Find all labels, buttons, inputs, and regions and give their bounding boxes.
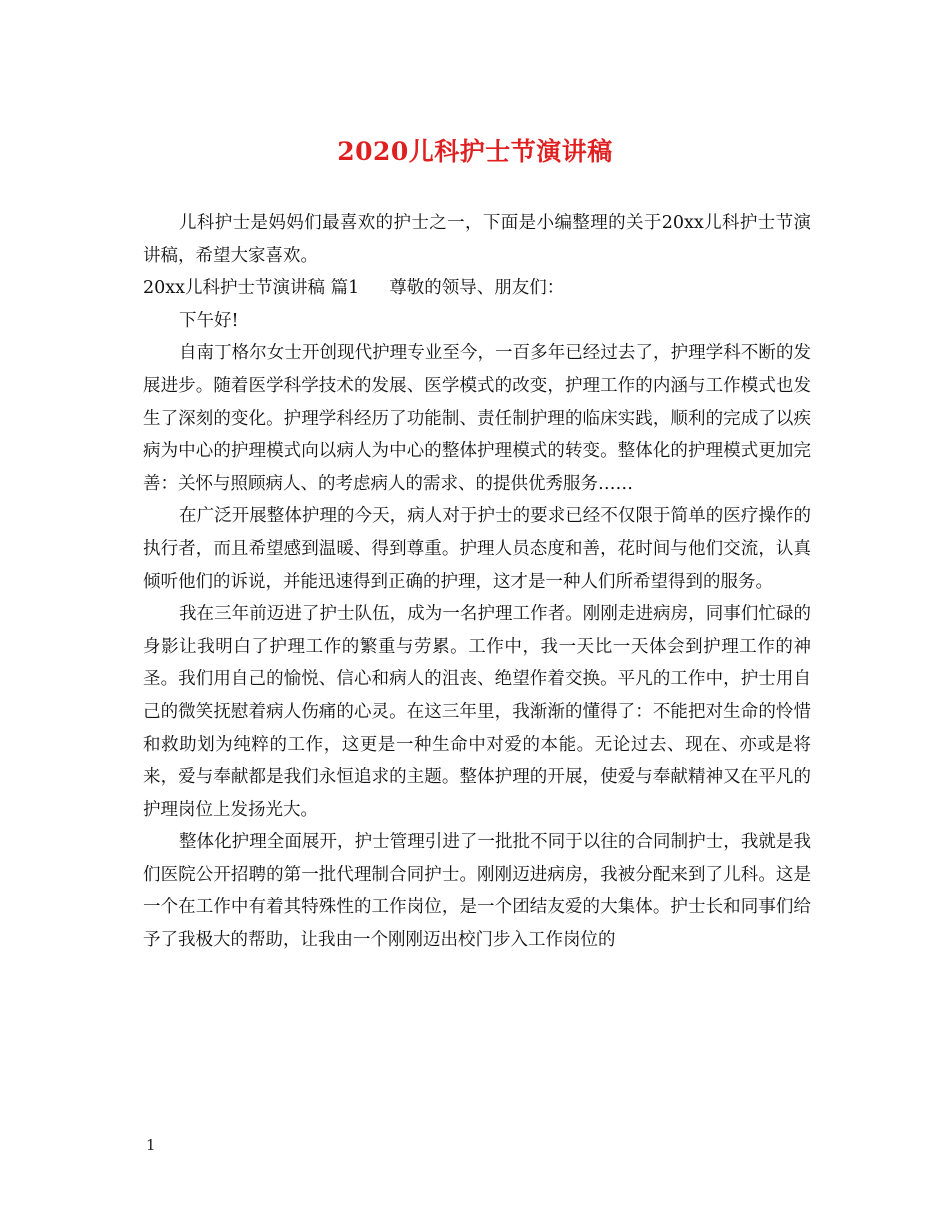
page-number: 1 bbox=[146, 1136, 156, 1154]
document-title: 2020儿科护士节演讲稿 bbox=[337, 137, 613, 166]
document-body bbox=[143, 207, 811, 957]
subheading-title: 20xx儿科护士节演讲稿 篇1 bbox=[143, 278, 360, 299]
body-paragraph-2: 在广泛开展整体护理的今天，病人对于护士的要求已经不仅限于简单的医疗操作的执行者，而且希望感到温暖、得到尊重。护理人员态度和善，花时间与他们交流，认真倾听他们的诉说，并能迅速得到正确的护理，这才是一种人们所希望得到的服务。 bbox=[143, 506, 811, 592]
body-paragraph-4: 整体化护理全面展开，护士管理引进了一批批不同于以往的合同制护士，我就是我们医院公开招聘的第一批代理制合同护士。刚刚迈进病房，我被分配来到了儿科。这是一个在工作中有着其特殊性的工作岗位，是一个团结友爱的大集体。护士长和同事们给予了我极大的帮助，让我由一个刚刚迈出校门步入工作岗位的 bbox=[143, 832, 811, 951]
subheading-line bbox=[143, 272, 811, 305]
body-paragraph-1: 自南丁格尔女士开创现代护理专业至今，一百多年已经过去了，护理学科不断的发展进步。随着医学科学技术的发展、医学模式的改变，护理工作的内涵与工作模式也发生了深刻的变化。护理学科经历了功能制、责任制护理的临床实践，顺利的完成了以疾病为中心的护理模式向以病人为中心的整体护理模式的转变。整体化的护理模式更加完善：关怀与照顾病人、的考虑病人的需求、的提供优秀服务…… bbox=[143, 343, 811, 494]
intro-paragraph: 儿科护士是妈妈们最喜欢的护士之一，下面是小编整理的关于20xx儿科护士节演讲稿，希望大家喜欢。 bbox=[143, 213, 811, 266]
body-paragraph-3: 我在三年前迈进了护士队伍，成为一名护理工作者。刚刚走进病房，同事们忙碌的身影让我明白了护理工作的繁重与劳累。工作中，我一天比一天体会到护理工作的神圣。我们用自己的愉悦、信心和病人的沮丧、绝望作着交换。平凡的工作中，护士用自己的微笑抚慰着病人伤痛的心灵。在这三年里，我渐渐的懂得了：不能把对生命的怜惜和救助划为纯粹的工作，这更是一种生命中对爱的本能。无论过去、现在、亦或是将来，爱与奉献都是我们永恒追求的主题。整体护理的开展，使爱与奉献精神又在平凡的护理岗位上发扬光大。 bbox=[143, 604, 811, 820]
greeting: 下午好! bbox=[179, 310, 239, 331]
salutation: 尊敬的领导、朋友们： bbox=[389, 278, 565, 299]
